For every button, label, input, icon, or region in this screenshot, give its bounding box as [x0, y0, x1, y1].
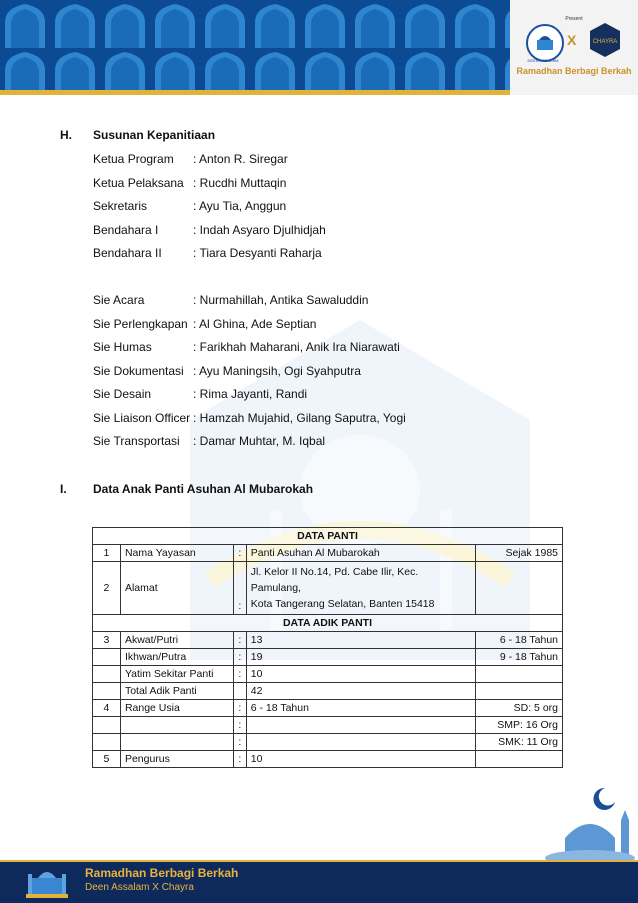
row-label [120, 734, 233, 751]
row-colon: : [233, 649, 246, 666]
table-row [93, 734, 563, 751]
row-extra: SMK: 11 Org [476, 734, 563, 751]
row-extra: 9 - 18 Tahun [476, 649, 563, 666]
table-row [93, 717, 563, 734]
corner-mosque-decoration [545, 780, 638, 862]
row-value: 13 [246, 632, 475, 649]
data-adik-panti-header: DATA ADIK PANTI [93, 615, 563, 632]
row-colon: : [233, 734, 246, 751]
row-value [246, 734, 475, 751]
committee-members: : Farikhah Maharani, Anik Ira Niarawati [193, 340, 400, 354]
committee-role: Sie Humas [93, 340, 152, 354]
row-label: Total Adik Panti [120, 683, 233, 700]
row-colon: : [233, 717, 246, 734]
committee-role: Sie Desain [93, 387, 152, 401]
chayra-logo-text: CHAYRA [592, 39, 618, 45]
section-h-letter: H. [60, 128, 72, 142]
committee-role: Sie Dokumentasi [93, 364, 184, 378]
table-header-row [93, 528, 563, 545]
row-number: 3 [93, 632, 121, 649]
table-row [93, 683, 563, 700]
row-value: 10 [246, 751, 475, 768]
row-number: 2 [93, 562, 121, 615]
committee-members: : Damar Muhtar, M. Iqbal [193, 434, 326, 448]
committee-role: Sekretaris [93, 199, 148, 213]
table-row [93, 632, 563, 649]
row-label: Range Usia [120, 700, 233, 717]
row-extra: Sejak 1985 [476, 545, 563, 562]
row-value: 10 [246, 666, 475, 683]
row-colon: : [233, 562, 246, 615]
row-label: Yatim Sekitar Panti [120, 666, 233, 683]
footer-title: Ramadhan Berbagi Berkah [85, 866, 239, 880]
row-value: 42 [246, 683, 475, 700]
committee-members: : Rucdhi Muttaqin [193, 176, 287, 190]
row-colon [233, 683, 246, 700]
address-line-1: Jl. Kelor II No.14, Pd. Cabe Ilir, Kec. Pamulang, [250, 566, 419, 594]
committee-role: Sie Liaison Officer [93, 411, 191, 425]
committee-role: Sie Acara [93, 293, 145, 307]
row-extra [476, 666, 563, 683]
committee-members: : Al Ghina, Ade Septian [193, 317, 317, 331]
row-extra: 6 - 18 Tahun [476, 632, 563, 649]
committee-members: : Anton R. Siregar [193, 152, 288, 166]
row-number [93, 734, 121, 751]
table-header-row [93, 615, 563, 632]
row-value: Panti Asuhan Al Mubarokah [246, 545, 475, 562]
row-number [93, 683, 121, 700]
row-value [246, 717, 475, 734]
committee-role: Ketua Program [93, 152, 174, 166]
committee-members: : Ayu Tia, Anggun [193, 199, 287, 213]
collab-x-mark: X [567, 32, 577, 48]
row-number [93, 649, 121, 666]
table-row [93, 545, 563, 562]
committee-members: : Rima Jayanti, Randi [193, 387, 308, 401]
logo-panel [510, 0, 638, 95]
header-gold-stripe [0, 90, 510, 95]
header-tagline: Ramadhan Berbagi Berkah [516, 66, 632, 76]
row-label: Pengurus [120, 751, 233, 768]
committee-members: : Hamzah Mujahid, Gilang Saputra, Yogi [193, 411, 406, 425]
table-row [93, 649, 563, 666]
chayra-logo [588, 22, 622, 58]
committee-role: Sie Transportasi [93, 434, 180, 448]
deen-assalam-caption: DEEN ASSALAM [527, 58, 559, 63]
row-value: 19 [246, 649, 475, 666]
row-extra [476, 562, 563, 615]
row-label: Ikhwan/Putra [120, 649, 233, 666]
row-extra: SD: 5 org [476, 700, 563, 717]
committee-role: Bendahara II [93, 246, 162, 260]
section-h-title: Susunan Kepanitiaan [93, 128, 216, 142]
row-colon: : [233, 545, 246, 562]
row-extra: SMP: 16 Org [476, 717, 563, 734]
row-number: 5 [93, 751, 121, 768]
present-label: Present [565, 16, 583, 22]
committee-members: : Nurmahillah, Antika Sawaluddin [193, 293, 369, 307]
row-number: 1 [93, 545, 121, 562]
panti-data-table [92, 527, 563, 768]
table-row [93, 751, 563, 768]
row-extra [476, 683, 563, 700]
row-value-address [246, 562, 475, 615]
row-number [93, 666, 121, 683]
data-panti-header: DATA PANTI [93, 528, 563, 545]
committee-members: : Tiara Desyanti Raharja [193, 246, 322, 260]
section-i-title: Data Anak Panti Asuhan Al Mubarokah [93, 482, 314, 496]
committee-role: Ketua Pelaksana [93, 176, 184, 190]
row-label [120, 717, 233, 734]
footer-subtitle: Deen Assalam X Chayra [85, 882, 194, 893]
footer-mosque-logo [26, 866, 68, 898]
table-row [93, 562, 563, 615]
row-colon: : [233, 700, 246, 717]
committee-members: : Ayu Maningsih, Ogi Syahputra [193, 364, 361, 378]
row-number: 4 [93, 700, 121, 717]
row-extra [476, 751, 563, 768]
header-pattern-banner [0, 0, 510, 90]
committee-role: Bendahara I [93, 223, 159, 237]
row-colon: : [233, 751, 246, 768]
row-label: Nama Yayasan [120, 545, 233, 562]
row-colon: : [233, 632, 246, 649]
row-colon: : [233, 666, 246, 683]
row-label: Akwat/Putri [120, 632, 233, 649]
address-line-2: Kota Tangerang Selatan, Banten 15418 [250, 598, 435, 610]
committee-role: Sie Perlengkapan [93, 317, 188, 331]
committee-members: : Indah Asyaro Djulhidjah [193, 223, 326, 237]
deen-assalam-logo [526, 24, 564, 62]
section-i-letter: I. [60, 482, 67, 496]
row-label: Alamat [120, 562, 233, 615]
row-value: 6 - 18 Tahun [246, 700, 475, 717]
table-row [93, 666, 563, 683]
row-number [93, 717, 121, 734]
table-row [93, 700, 563, 717]
